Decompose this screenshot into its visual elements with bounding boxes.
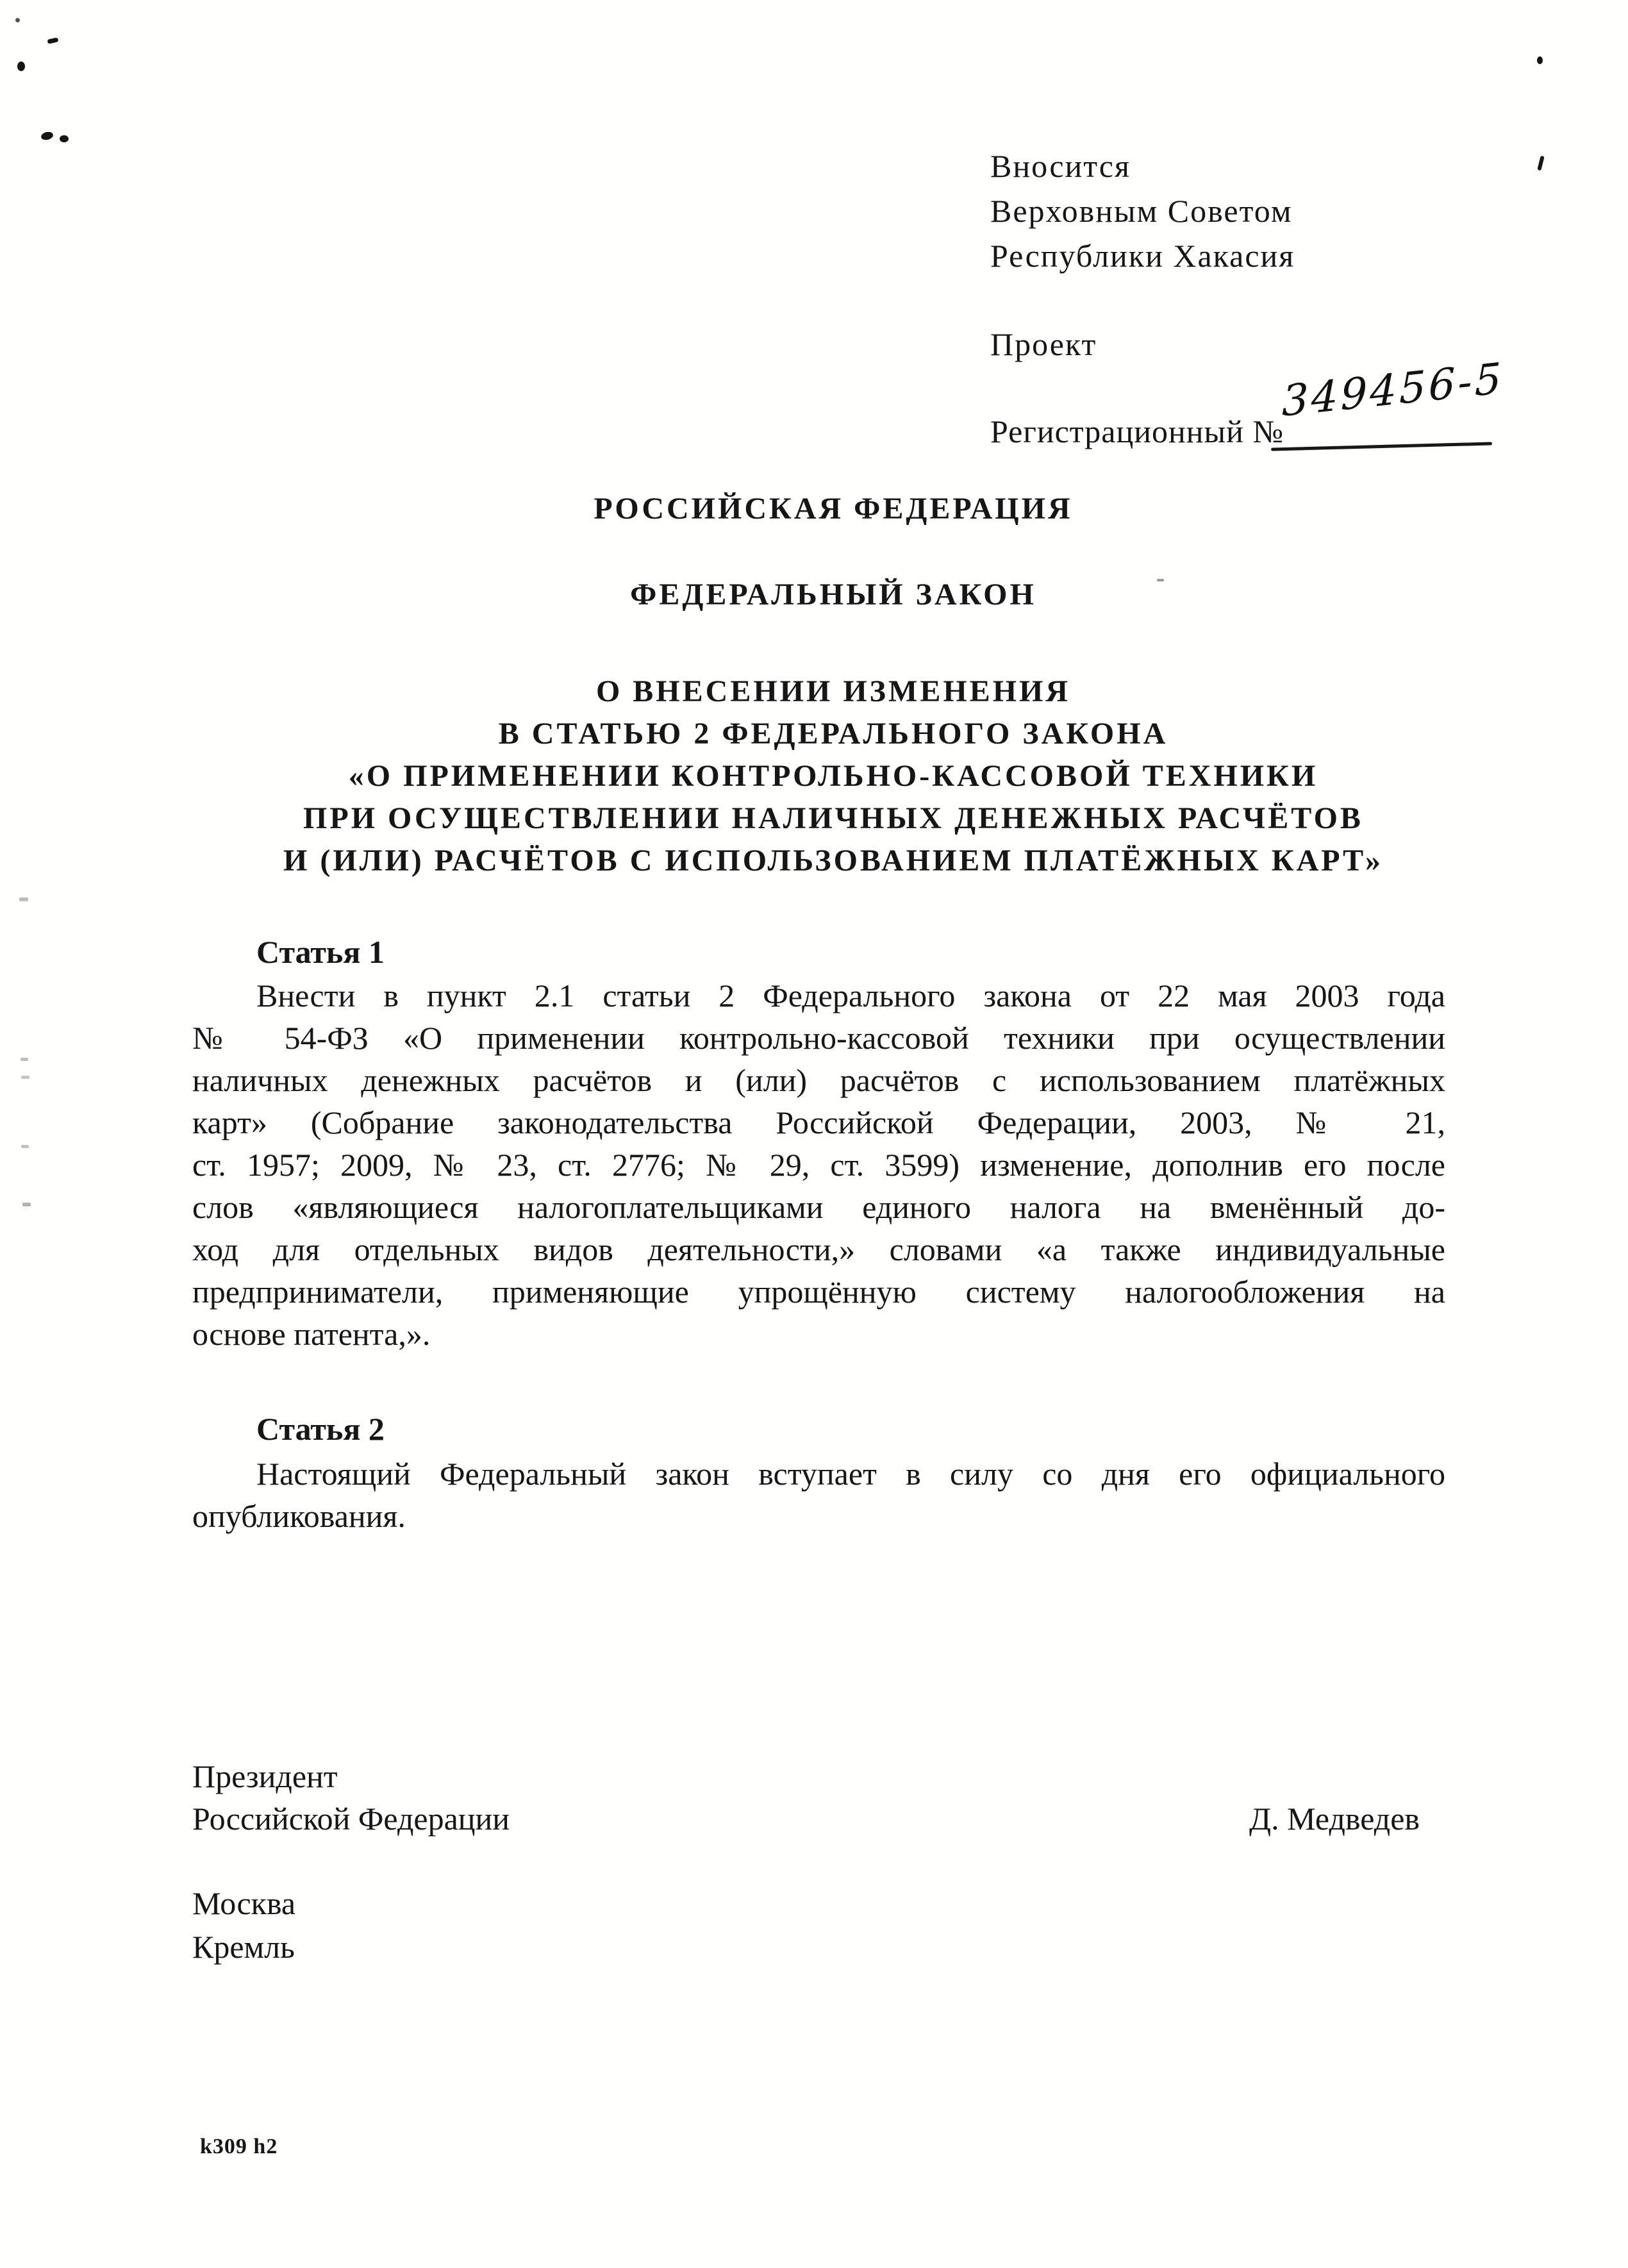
article1-heading-text: Статья 1 <box>256 934 385 970</box>
article2-line: опубликования. <box>192 1498 406 1534</box>
submitter-block <box>990 144 1567 278</box>
signature-role-line2: Российской Федерации <box>192 1801 510 1837</box>
ink-speck <box>1537 56 1543 64</box>
article1-line: Внести в пункт 2.1 статьи 2 Федерального закона от 22 мая 2003 года <box>256 978 1445 1013</box>
article1-line: наличных денежных расчётов и (или) расчётов с использованием платёжных <box>192 1062 1445 1098</box>
ink-speck <box>47 37 58 44</box>
article1-heading <box>192 933 1445 971</box>
article1-line: ст. 1957; 2009, № 23, ст. 2776; № 29, ст. 3599) изменение, дополнив его после <box>192 1147 1445 1183</box>
law-title-line: «О ПРИМЕНЕНИИ КОНТРОЛЬНО-КАССОВОЙ ТЕХНИКИ <box>348 759 1318 793</box>
article2-line: Настоящий Федеральный закон вступает в силу со дня его официального <box>256 1456 1445 1492</box>
law-title <box>205 671 1461 882</box>
draft-label: Проект <box>990 326 1097 362</box>
location-building: Кремль <box>192 1929 295 1965</box>
article2-heading-text: Статья 2 <box>256 1411 385 1447</box>
signature-role-line1: Президент <box>192 1758 338 1794</box>
law-title-line: ПРИ ОСУЩЕСТВЛЕНИИ НАЛИЧНЫХ ДЕНЕЖНЫХ РАСЧЁТОВ <box>303 801 1363 835</box>
ink-speck <box>40 131 54 141</box>
law-title-line: О ВНЕСЕНИИ ИЗМЕНЕНИЯ <box>595 674 1071 708</box>
country-header: РОССИЙСКАЯ ФЕДЕРАЦИЯ <box>594 492 1073 526</box>
signature-name: Д. Медведев <box>1249 1801 1420 1837</box>
footer-code: k309 h2 <box>200 2135 278 2158</box>
scan-smudge <box>21 1145 29 1148</box>
registration-number-handwritten: 349456-5 <box>1282 353 1504 426</box>
article2-body <box>192 1453 1445 1537</box>
scan-smudge <box>21 1076 29 1079</box>
ink-speck <box>17 62 25 71</box>
article1-line: ход для отдельных видов деятельности,» словами «а также индивидуальные <box>192 1231 1445 1267</box>
article1-line: слов «являющиеся налогоплательщиками единого налога на вменённый до- <box>192 1189 1445 1225</box>
article2-heading <box>192 1410 1445 1447</box>
ink-speck <box>60 135 69 142</box>
law-title-line: И (ИЛИ) РАСЧЁТОВ С ИСПОЛЬЗОВАНИЕМ ПЛАТЁЖНЫХ КАРТ» <box>283 844 1383 878</box>
submitter-line: Республики Хакасия <box>990 238 1295 274</box>
article1-line: основе патента,». <box>192 1316 431 1352</box>
scan-smudge <box>19 897 28 901</box>
law-title-line: В СТАТЬЮ 2 ФЕДЕРАЛЬНОГО ЗАКОНА <box>498 717 1168 751</box>
article1-line: № 54-ФЗ «О применении контрольно-кассовой техники при осуществлении <box>192 1020 1445 1056</box>
article1-body <box>192 974 1445 1355</box>
scan-smudge <box>22 1203 31 1206</box>
law-type-header: ФЕДЕРАЛЬНЫЙ ЗАКОН <box>630 578 1036 612</box>
registration-underline <box>1271 442 1492 451</box>
submitter-line: Вносится <box>990 148 1131 184</box>
article1-line: карт» (Собрание законодательства Российской Федерации, 2003, № 21, <box>192 1105 1445 1140</box>
location-city: Москва <box>192 1885 296 1921</box>
ink-speck <box>15 18 20 22</box>
registration-label: Регистрационный № <box>990 413 1284 449</box>
scan-smudge <box>21 1058 28 1061</box>
submitter-line: Верховным Советом <box>990 193 1293 229</box>
article1-line: предприниматели, применяющие упрощённую систему налогообложения на <box>192 1274 1445 1310</box>
